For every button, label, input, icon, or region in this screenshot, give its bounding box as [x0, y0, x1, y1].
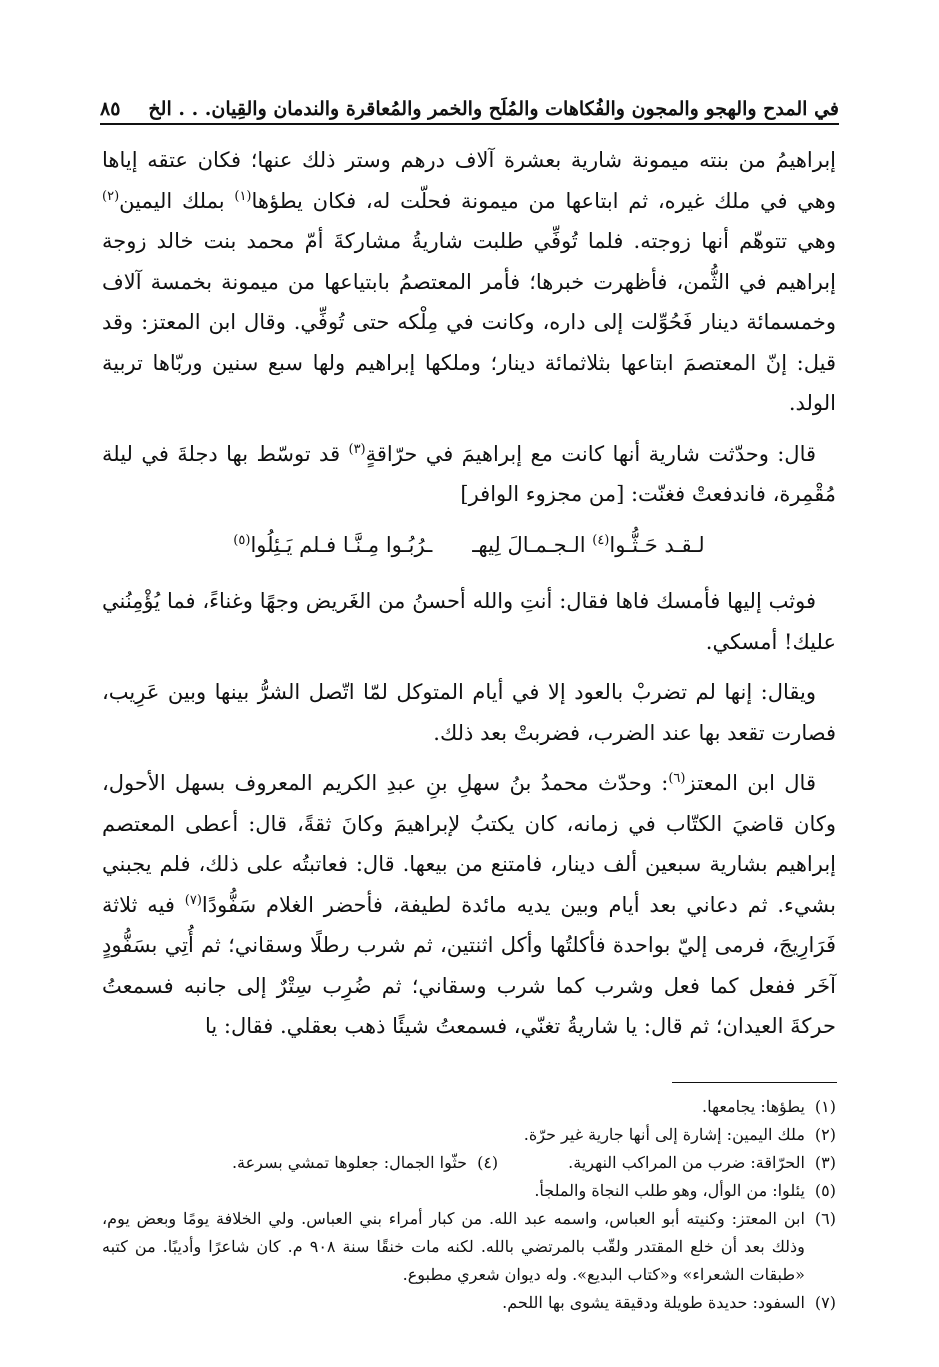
- footnote-number: (٧): [814, 1293, 836, 1312]
- footnote-text: حثّوا الجمال: جعلوها تمشي بسرعة.: [231, 1153, 468, 1172]
- footnote-ref[interactable]: (٥): [233, 532, 251, 548]
- footnote-number: (٢): [814, 1125, 836, 1144]
- footnote-ref[interactable]: (٣): [348, 441, 366, 457]
- footnote-ref[interactable]: (٦): [668, 771, 686, 786]
- text-run: قال ابن المعتز: [685, 771, 816, 795]
- verse-hemistich-right: [472, 525, 704, 566]
- footnote-6: [102, 1205, 836, 1289]
- footnote-text: يئلوا: من الوأل، وهو طلب النجاة والملجأ.: [534, 1181, 805, 1200]
- text-run: لـقـد حَـثُّـوا: [609, 532, 705, 557]
- footnote-ref[interactable]: (٤): [592, 532, 610, 548]
- text-run: إبراهيمُ من بنته ميمونة شارية بعشرة آلاف درهم وستر ذلك عنها؛ فكان عتقه إياها وهي في ملك غيره، ثم ابتاعها من ميمونة فحلّت له، فكان يطؤها: [102, 148, 836, 213]
- text-run: بملك اليمين: [119, 188, 235, 213]
- footnote-number: (٣): [814, 1153, 836, 1172]
- paragraph-2: [102, 434, 836, 515]
- footnote-4: [232, 1149, 498, 1177]
- paragraph-3: فوثب إليها فأمسك فاها فقال: أنتِ والله أحسنُ من الغَريض وجهًا وغناءً، فما يُؤْمِنُني عليك! أمسكي.: [102, 589, 836, 654]
- footnote-text: السفود: حديدة طويلة ودقيقة يشوى بها اللحم.: [502, 1293, 805, 1312]
- paragraph-4: ويقال: إنها لم تضربْ بالعود إلا في أيام المتوكل لمّا اتّصل الشرُّ بينها وبين عَرِيب، فصارت تقعد بها عند الضرب، فضربتْ بعد ذلك.: [102, 680, 836, 745]
- running-header: [100, 80, 839, 120]
- footnote-text: يطؤها: يجامعها.: [701, 1097, 805, 1116]
- running-title: في المدح والهجو والمجون والفُكاهات والمُلَح والخمر والمُعاقرة والندمان والقِيان. . . الخ: [148, 98, 839, 120]
- footnote-text: ملك اليمين: إشارة إلى أنها جارية غير حرّة.: [523, 1125, 805, 1144]
- header-divider: [100, 123, 839, 125]
- footnote-text: ابن المعتز: وكنيته أبو العباس، واسمه عبد الله. من كبار أمراء بني العباس. ولي الخلافة يومًا وبعض يوم، وذلك بعد أن خلع المقتدر ولقّب بالمرتضي بالله. لكنه مات خنقًا سنة ٩٠٨ م. كان شاعرًا وأديبًا. من كتبه «طبقات الشعراء» و«كتاب البديع». وله ديوان شعري مطبوع.: [102, 1209, 805, 1284]
- text-run: قد توسّط بها دجلةَ في ليلة مُقْمِرة، فاندفعتْ فغنّت: [من مجزوء الوافر]: [102, 441, 836, 506]
- footnote-ref[interactable]: (١): [234, 188, 252, 204]
- page-number: ٨٥: [100, 98, 121, 120]
- poem-verse: [102, 525, 836, 566]
- text-run: ـرُبُـوا مِـنَّـا فـلم يَـئِلُوا: [250, 532, 433, 557]
- footnote-3-4: [102, 1149, 836, 1177]
- footnote-1: [102, 1093, 836, 1121]
- footnote-divider: [672, 1082, 837, 1083]
- footnote-ref[interactable]: (٧): [184, 892, 202, 908]
- main-text: [102, 140, 836, 1057]
- verse-hemistich-left: [233, 525, 432, 566]
- footnote-7: [102, 1289, 836, 1317]
- text-run: : وحدّث محمدُ بنُ سهلِ بنِ عبدِ الكريم المعروف بسهل الأحول، وكان قاضيَ الكتّاب في زمانه، كان يكتبُ لإبراهيمَ وكانَ ثقةً، قال: أعطى المعتصم إبراهيم بشارية سبعين ألف دينار، فامتنع من بيعها. قال: فعاتبتُه على ذلك، فلم يجبني بشيء. ثم دعاني بعد أيام وبين يديه مائدة لطيفة، فأحضر الغلام سَفُّودًا: [102, 771, 836, 917]
- footnote-text: الحرّاقة: ضرب من المراكب النهرية.: [568, 1153, 805, 1172]
- footnote-number: (٤): [477, 1153, 499, 1172]
- paragraph-1: [102, 140, 836, 424]
- text-run: الـجـمـالَ لِيهـ: [472, 532, 593, 557]
- footnote-2: [102, 1121, 836, 1149]
- footnote-5: [102, 1177, 836, 1205]
- text-run: وهي تتوهّم أنها زوجته. فلما تُوفِّي طلبت شاريةُ مشاركةَ أمّ محمد بنت خالد زوجة إبراهيم في الثُّمن، فأظهرت خبرها؛ فأمر المعتصمُ بابتياعها من ميمونة بخمسة آلاف وخمسمائة دينار فَحُوِّلت إلى داره، وكانت في مِلْكه حتى تُوفِّي. وقال ابن المعتز: وقد قيل: إنّ المعتصمَ ابتاعها بثلاثمائة دينار؛ وملكها إبراهيم ولها سبع سنين وربّاها تربية الولد.: [102, 229, 836, 415]
- footnotes: [102, 1093, 836, 1317]
- footnote-ref[interactable]: (٢): [102, 188, 120, 204]
- footnote-number: (٥): [814, 1181, 836, 1200]
- footnote-number: (٦): [814, 1209, 836, 1228]
- paragraph-5: [102, 763, 836, 1047]
- footnote-number: (١): [814, 1097, 836, 1116]
- text-run: قال: وحدّثت شارية أنها كانت مع إبراهيمَ في حرّاقةٍ: [365, 441, 817, 466]
- footnote-3: [568, 1149, 836, 1177]
- text-run: فيه ثلاثة فَرَارِيجَ، فرمى إليّ بواحدة فأكلتُها وأكل اثنتين، ثم شرب رطلًا وسقاني؛ ثم أُتِي بسَفُّودٍ آخَر ففعل كما فعل وشرب كما شرب وسقاني؛ ثم ضُرِب سِتْرٌ إلى جانبه فسمعتُ حركةَ العيدان؛ ثم قال: يا شاريةُ تغنّي، فسمعتُ شيئًا ذهب بعقلي. فقال: يا: [102, 892, 836, 1038]
